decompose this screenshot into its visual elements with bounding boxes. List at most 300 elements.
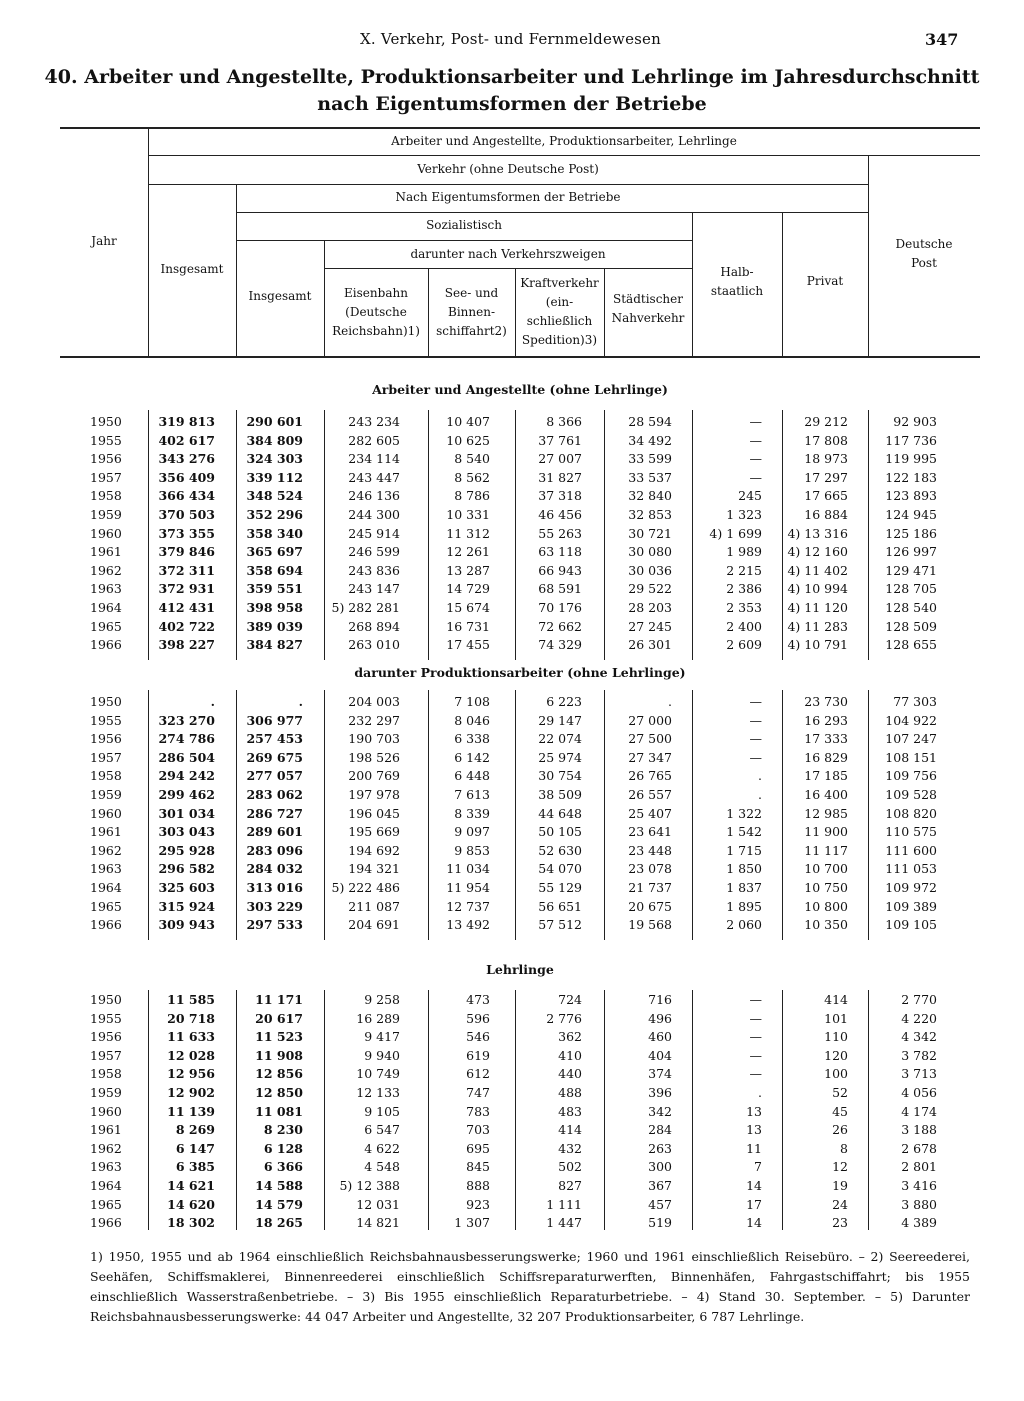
value-cell: — [749, 749, 762, 765]
header-post-l2: Post [911, 256, 937, 270]
value-cell: — [749, 1010, 762, 1026]
value-cell: 286 727 [246, 805, 303, 821]
value-cell: 204 003 [348, 694, 400, 709]
header-darunter: darunter nach Verkehrszweigen [410, 247, 606, 261]
value-cell: 8 786 [454, 488, 490, 504]
year-cell: 1961 [90, 1122, 122, 1138]
page-number: 347 [925, 30, 959, 49]
rule-sozialistisch [236, 212, 868, 213]
header-post [868, 235, 980, 273]
table-row [0, 1046, 1024, 1065]
value-cell: 74 329 [538, 637, 582, 653]
value-cell: 303 229 [246, 898, 303, 914]
header-staedt-l2: Nahverkehr [611, 311, 685, 325]
value-cell: 27 500 [628, 731, 672, 747]
value-cell: 263 010 [348, 637, 400, 653]
value-cell: 356 409 [158, 469, 215, 485]
table-row [0, 1083, 1024, 1102]
value-cell: 8 046 [454, 712, 490, 728]
value-cell: 245 914 [348, 525, 400, 541]
table-row [0, 617, 1024, 636]
value-cell: 243 234 [348, 414, 400, 429]
value-cell: 17 333 [804, 731, 848, 747]
section-title-produktionsarbeiter: darunter Produktionsarbeiter (ohne Lehrlinge) [354, 665, 686, 680]
value-cell: 10 700 [804, 861, 848, 877]
header-soz-insgesamt: Insgesamt [248, 289, 312, 303]
value-cell: 14 588 [255, 1178, 303, 1193]
value-cell: 68 591 [538, 581, 582, 597]
year-cell: 1963 [90, 861, 122, 877]
value-cell: 11 081 [255, 1103, 303, 1119]
value-cell: 488 [558, 1085, 582, 1100]
year-cell: 1963 [90, 581, 122, 597]
value-cell: 19 [832, 1178, 848, 1193]
value-cell: 257 453 [246, 731, 303, 747]
header-verkehr: Verkehr (ohne Deutsche Post) [417, 162, 599, 176]
value-cell: 277 057 [246, 768, 303, 784]
value-cell: 30 036 [628, 562, 672, 578]
table-row [0, 524, 1024, 543]
table-row [0, 449, 1024, 468]
header-eisenbahn-l1: Eisenbahn [344, 286, 408, 300]
value-cell: 483 [558, 1103, 582, 1119]
value-cell: 2 353 [726, 600, 762, 615]
value-cell: 299 462 [158, 787, 215, 802]
year-cell: 1957 [90, 1047, 122, 1063]
value-cell: 374 [648, 1066, 672, 1082]
table-row [0, 766, 1024, 785]
value-cell: 20 617 [255, 1010, 303, 1026]
value-cell: 22 074 [538, 731, 582, 747]
table-row [0, 635, 1024, 654]
value-cell: 55 263 [538, 525, 582, 541]
header-eisenbahn-l2: (Deutsche [345, 305, 407, 319]
value-cell: 13 492 [446, 917, 490, 933]
value-cell: 724 [558, 992, 582, 1007]
year-cell: 1958 [90, 488, 122, 504]
value-cell: 46 456 [538, 507, 582, 522]
value-cell: 63 118 [538, 544, 582, 560]
year-cell: 1956 [90, 1029, 122, 1045]
value-cell: 519 [648, 1215, 672, 1231]
value-cell: 6 142 [454, 749, 490, 765]
value-cell: 11 954 [446, 880, 490, 895]
value-cell: 398 958 [246, 600, 303, 615]
year-cell: 1965 [90, 898, 122, 914]
value-cell: 16 400 [804, 787, 848, 802]
value-cell: 24 [832, 1196, 848, 1212]
value-cell: 246 599 [348, 544, 400, 560]
value-cell: 11 139 [167, 1103, 215, 1119]
value-cell: 414 [824, 992, 848, 1007]
rule-darunter [236, 240, 692, 241]
value-cell: 245 [738, 488, 762, 504]
value-cell: 32 840 [628, 488, 672, 504]
table-row [0, 785, 1024, 804]
running-head: X. Verkehr, Post- und Fernmeldewesen [360, 30, 661, 48]
value-cell: 26 765 [628, 768, 672, 784]
value-cell: 396 [648, 1085, 672, 1100]
header-eisenbahn [324, 284, 428, 341]
value-cell: 19 568 [628, 917, 672, 933]
table-row [0, 1213, 1024, 1232]
year-cell: 1955 [90, 712, 122, 728]
value-cell: 412 431 [158, 600, 215, 615]
value-cell: — [749, 432, 762, 448]
value-cell: 3 188 [901, 1122, 937, 1138]
value-cell: 4 174 [901, 1103, 937, 1119]
value-cell: 1 542 [726, 824, 762, 840]
value-cell: 339 112 [246, 469, 303, 485]
year-cell: 1950 [90, 414, 122, 429]
value-cell: 11 523 [255, 1029, 303, 1045]
value-cell: 23 730 [804, 694, 848, 709]
value-cell: 10 750 [804, 880, 848, 895]
value-cell: 29 212 [804, 414, 848, 429]
year-cell: 1955 [90, 432, 122, 448]
value-cell: 14 [746, 1215, 762, 1231]
table-row [0, 468, 1024, 487]
value-cell: 246 136 [348, 488, 400, 504]
value-cell: 297 533 [246, 917, 303, 933]
value-cell: 372 311 [158, 562, 215, 578]
value-cell: 303 043 [158, 824, 215, 840]
header-halb [692, 263, 782, 301]
value-cell: 7 613 [454, 787, 490, 802]
value-cell: 1 715 [726, 842, 762, 858]
value-cell: 2 678 [901, 1140, 937, 1156]
value-cell: 29 147 [538, 712, 582, 728]
table-row [0, 915, 1024, 934]
value-cell: . [758, 787, 762, 802]
year-cell: 1966 [90, 1215, 122, 1231]
value-cell: 4) 10 994 [787, 581, 848, 597]
value-cell: 108 820 [885, 805, 937, 821]
value-cell: 284 032 [246, 861, 303, 877]
section-title-arbeiter: Arbeiter und Angestellte (ohne Lehrlinge) [372, 382, 668, 397]
value-cell: 11 585 [167, 992, 215, 1007]
table-subtitle: nach Eigentumsformen der Betriebe [317, 93, 707, 115]
value-cell: 8 562 [454, 469, 490, 485]
table-row [0, 505, 1024, 524]
table-row [0, 897, 1024, 916]
value-cell: 4) 11 402 [787, 562, 848, 578]
value-cell: 54 070 [538, 861, 582, 877]
value-cell: — [749, 1047, 762, 1063]
value-cell: 923 [466, 1196, 490, 1212]
value-cell: 126 997 [885, 544, 937, 560]
value-cell: 28 594 [628, 414, 672, 429]
value-cell: — [749, 414, 762, 429]
value-cell: 124 945 [885, 507, 937, 522]
value-cell: 5) 282 281 [331, 600, 400, 615]
value-cell: 373 355 [158, 525, 215, 541]
value-cell: 747 [466, 1085, 490, 1100]
value-cell: 845 [466, 1159, 490, 1175]
year-cell: 1957 [90, 469, 122, 485]
value-cell: 243 147 [348, 581, 400, 597]
value-cell: 55 129 [538, 880, 582, 895]
value-cell: 120 [824, 1047, 848, 1063]
value-cell: 315 924 [158, 898, 215, 914]
value-cell: 198 526 [348, 749, 400, 765]
table-row [0, 711, 1024, 730]
table-row [0, 841, 1024, 860]
value-cell: 6 448 [454, 768, 490, 784]
value-cell: 70 176 [538, 600, 582, 615]
table-row [0, 579, 1024, 598]
value-cell: 123 893 [885, 488, 937, 504]
value-cell: 18 973 [804, 451, 848, 467]
header-kraft-l4: Spedition)3) [521, 333, 598, 347]
value-cell: 282 605 [348, 432, 400, 448]
value-cell: 342 [648, 1103, 672, 1119]
value-cell: 12 737 [446, 898, 490, 914]
value-cell: 294 242 [158, 768, 215, 784]
value-cell: 1 895 [726, 898, 762, 914]
value-cell: 26 [832, 1122, 848, 1138]
value-cell: 13 287 [446, 562, 490, 578]
value-cell: 9 105 [364, 1103, 400, 1119]
value-cell: 2 386 [726, 581, 762, 597]
value-cell: 502 [558, 1159, 582, 1175]
value-cell: 27 007 [538, 451, 582, 467]
value-cell: 7 108 [454, 694, 490, 709]
value-cell: 365 697 [246, 544, 303, 560]
value-cell: 12 985 [804, 805, 848, 821]
value-cell: 348 524 [246, 488, 303, 504]
value-cell: 352 296 [246, 507, 303, 522]
value-cell: 4) 13 316 [787, 525, 848, 541]
value-cell: 30 721 [628, 525, 672, 541]
value-cell: 16 829 [804, 749, 848, 765]
value-cell: 11 [746, 1140, 762, 1156]
value-cell: 703 [466, 1122, 490, 1138]
value-cell: 57 512 [538, 917, 582, 933]
value-cell: 4 548 [364, 1159, 400, 1175]
value-cell: 9 940 [364, 1047, 400, 1063]
value-cell: 128 705 [885, 581, 937, 597]
value-cell: 274 786 [158, 731, 215, 747]
value-cell: 432 [558, 1140, 582, 1156]
value-cell: 25 407 [628, 805, 672, 821]
value-cell: 296 582 [158, 861, 215, 877]
value-cell: 194 692 [348, 842, 400, 858]
header-insgesamt: Insgesamt [160, 262, 224, 276]
value-cell: 14 579 [255, 1196, 303, 1212]
value-cell: 27 000 [628, 712, 672, 728]
header-halb-l1: Halb- [720, 265, 754, 279]
value-cell: 827 [558, 1178, 582, 1193]
value-cell: 125 186 [885, 525, 937, 541]
value-cell: 200 769 [348, 768, 400, 784]
value-cell: 23 448 [628, 842, 672, 858]
value-cell: 16 884 [804, 507, 848, 522]
value-cell: 30 080 [628, 544, 672, 560]
value-cell: 107 247 [885, 731, 937, 747]
value-cell: 367 [648, 1178, 672, 1193]
table-row [0, 1139, 1024, 1158]
value-cell: 197 978 [348, 787, 400, 802]
table-row [0, 1120, 1024, 1139]
value-cell: 27 245 [628, 618, 672, 634]
value-cell: . [298, 694, 303, 709]
value-cell: 109 105 [885, 917, 937, 933]
value-cell: 2 060 [726, 917, 762, 933]
table-row [0, 1064, 1024, 1083]
value-cell: 92 903 [893, 414, 937, 429]
value-cell: 77 303 [893, 694, 937, 709]
value-cell: 4) 1 699 [709, 525, 762, 541]
value-cell: 323 270 [158, 712, 215, 728]
value-cell: 12 261 [446, 544, 490, 560]
value-cell: 243 836 [348, 562, 400, 578]
value-cell: 21 737 [628, 880, 672, 895]
year-cell: 1956 [90, 731, 122, 747]
value-cell: — [749, 1029, 762, 1045]
value-cell: 8 269 [175, 1122, 215, 1138]
table-row [0, 1157, 1024, 1176]
value-cell: 38 509 [538, 787, 582, 802]
value-cell: 301 034 [158, 805, 215, 821]
value-cell: 243 447 [348, 469, 400, 485]
value-cell: 32 853 [628, 507, 672, 522]
value-cell: 10 749 [356, 1066, 400, 1082]
value-cell: 20 718 [167, 1010, 215, 1026]
year-cell: 1965 [90, 1196, 122, 1212]
value-cell: 11 034 [446, 861, 490, 877]
value-cell: 23 641 [628, 824, 672, 840]
value-cell: 234 114 [348, 451, 400, 467]
year-cell: 1956 [90, 451, 122, 467]
value-cell: 11 900 [804, 824, 848, 840]
value-cell: 3 880 [901, 1196, 937, 1212]
value-cell: 16 289 [356, 1010, 400, 1026]
value-cell: 473 [466, 992, 490, 1007]
value-cell: 8 [840, 1140, 848, 1156]
value-cell: 410 [558, 1047, 582, 1063]
value-cell: 6 385 [175, 1159, 215, 1175]
value-cell: 30 754 [538, 768, 582, 784]
value-cell: 358 694 [246, 562, 303, 578]
value-cell: 370 503 [158, 507, 215, 522]
value-cell: 1 447 [546, 1215, 582, 1231]
value-cell: 27 347 [628, 749, 672, 765]
value-cell: 404 [648, 1047, 672, 1063]
value-cell: 17 455 [446, 637, 490, 653]
value-cell: . [758, 768, 762, 784]
value-cell: 109 389 [885, 898, 937, 914]
value-cell: 33 599 [628, 451, 672, 467]
value-cell: 17 665 [804, 488, 848, 504]
year-cell: 1957 [90, 749, 122, 765]
value-cell: 398 227 [158, 637, 215, 653]
value-cell: 4) 11 120 [787, 600, 848, 615]
value-cell: 366 434 [158, 488, 215, 504]
value-cell: . [210, 694, 215, 709]
value-cell: 1 989 [726, 544, 762, 560]
value-cell: 26 557 [628, 787, 672, 802]
value-cell: 286 504 [158, 749, 215, 765]
value-cell: 379 846 [158, 544, 215, 560]
value-cell: 888 [466, 1178, 490, 1193]
value-cell: 11 908 [255, 1047, 303, 1063]
value-cell: 111 600 [885, 842, 937, 858]
value-cell: 7 [754, 1159, 762, 1175]
value-cell: 289 601 [246, 824, 303, 840]
value-cell: 9 258 [364, 992, 400, 1007]
table-row [0, 878, 1024, 897]
value-cell: 12 856 [255, 1066, 303, 1082]
value-cell: 17 185 [804, 768, 848, 784]
value-cell: 12 031 [356, 1196, 400, 1212]
value-cell: 325 603 [158, 880, 215, 895]
value-cell: 196 045 [348, 805, 400, 821]
table-row [0, 1102, 1024, 1121]
table-row [0, 822, 1024, 841]
value-cell: 117 736 [885, 432, 937, 448]
table-row [0, 1176, 1024, 1195]
value-cell: 4 220 [901, 1010, 937, 1026]
year-cell: 1961 [90, 824, 122, 840]
value-cell: 283 062 [246, 787, 303, 802]
section-title-lehrlinge: Lehrlinge [486, 962, 554, 977]
value-cell: 37 761 [538, 432, 582, 448]
value-cell: 10 331 [446, 507, 490, 522]
header-top-rule [60, 127, 980, 129]
value-cell: 4 622 [364, 1140, 400, 1156]
year-cell: 1958 [90, 768, 122, 784]
value-cell: 414 [558, 1122, 582, 1138]
year-cell: 1962 [90, 1140, 122, 1156]
value-cell: 8 540 [454, 451, 490, 467]
value-cell: 2 215 [726, 562, 762, 578]
value-cell: 2 770 [901, 992, 937, 1007]
table-row [0, 561, 1024, 580]
value-cell: 12 902 [167, 1085, 215, 1100]
value-cell: 14 821 [356, 1215, 400, 1231]
year-cell: 1950 [90, 694, 122, 709]
value-cell: 319 813 [158, 414, 215, 429]
value-cell: 695 [466, 1140, 490, 1156]
value-cell: 13 [746, 1103, 762, 1119]
year-cell: 1966 [90, 637, 122, 653]
value-cell: 194 321 [348, 861, 400, 877]
value-cell: 128 655 [885, 637, 937, 653]
rule-verkehr [148, 155, 980, 156]
footnotes: 1) 1950, 1955 und ab 1964 einschließlich Reichsbahnausbesserungswerke; 1960 und 1961 einschließlich Reisebüro. – 2) Seereederei, Seehäfen, Schiffsmaklerei, Binnenreederei einschließlich Schiffsreparaturwerften, Binnenhäfen, Fahrgastschiffahrt; bis 1955 einschließlich Wasserstraßenbetriebe. – 3) Bis 1955 einschließlich Reparaturbetriebe. – 4) Stand 30. September. – 5) Darunter Reichsbahnausbesserungswerke: 44 047 Arbeiter und Angestellte, 32 207 Produktionsarbeiter, 6 787 Lehrlinge. [90, 1249, 970, 1324]
value-cell: 4) 12 160 [787, 544, 848, 560]
value-cell: 195 669 [348, 824, 400, 840]
value-cell: 3 416 [901, 1178, 937, 1193]
header-see-l1: See- und [444, 286, 499, 300]
value-cell: 313 016 [246, 880, 303, 895]
value-cell: 283 096 [246, 842, 303, 858]
header-top: Arbeiter und Angestellte, Produktionsarbeiter, Lehrlinge [391, 134, 737, 148]
year-cell: 1962 [90, 842, 122, 858]
value-cell: 402 722 [158, 618, 215, 634]
value-cell: — [749, 469, 762, 485]
table-row [0, 1009, 1024, 1028]
value-cell: 6 223 [546, 694, 582, 709]
value-cell: 268 894 [348, 618, 400, 634]
header-bottom-rule [60, 356, 980, 358]
value-cell: 10 800 [804, 898, 848, 914]
value-cell: 52 630 [538, 842, 582, 858]
header-halb-l2: staatlich [710, 284, 764, 298]
value-cell: 716 [648, 992, 672, 1007]
value-cell: 546 [466, 1029, 490, 1045]
